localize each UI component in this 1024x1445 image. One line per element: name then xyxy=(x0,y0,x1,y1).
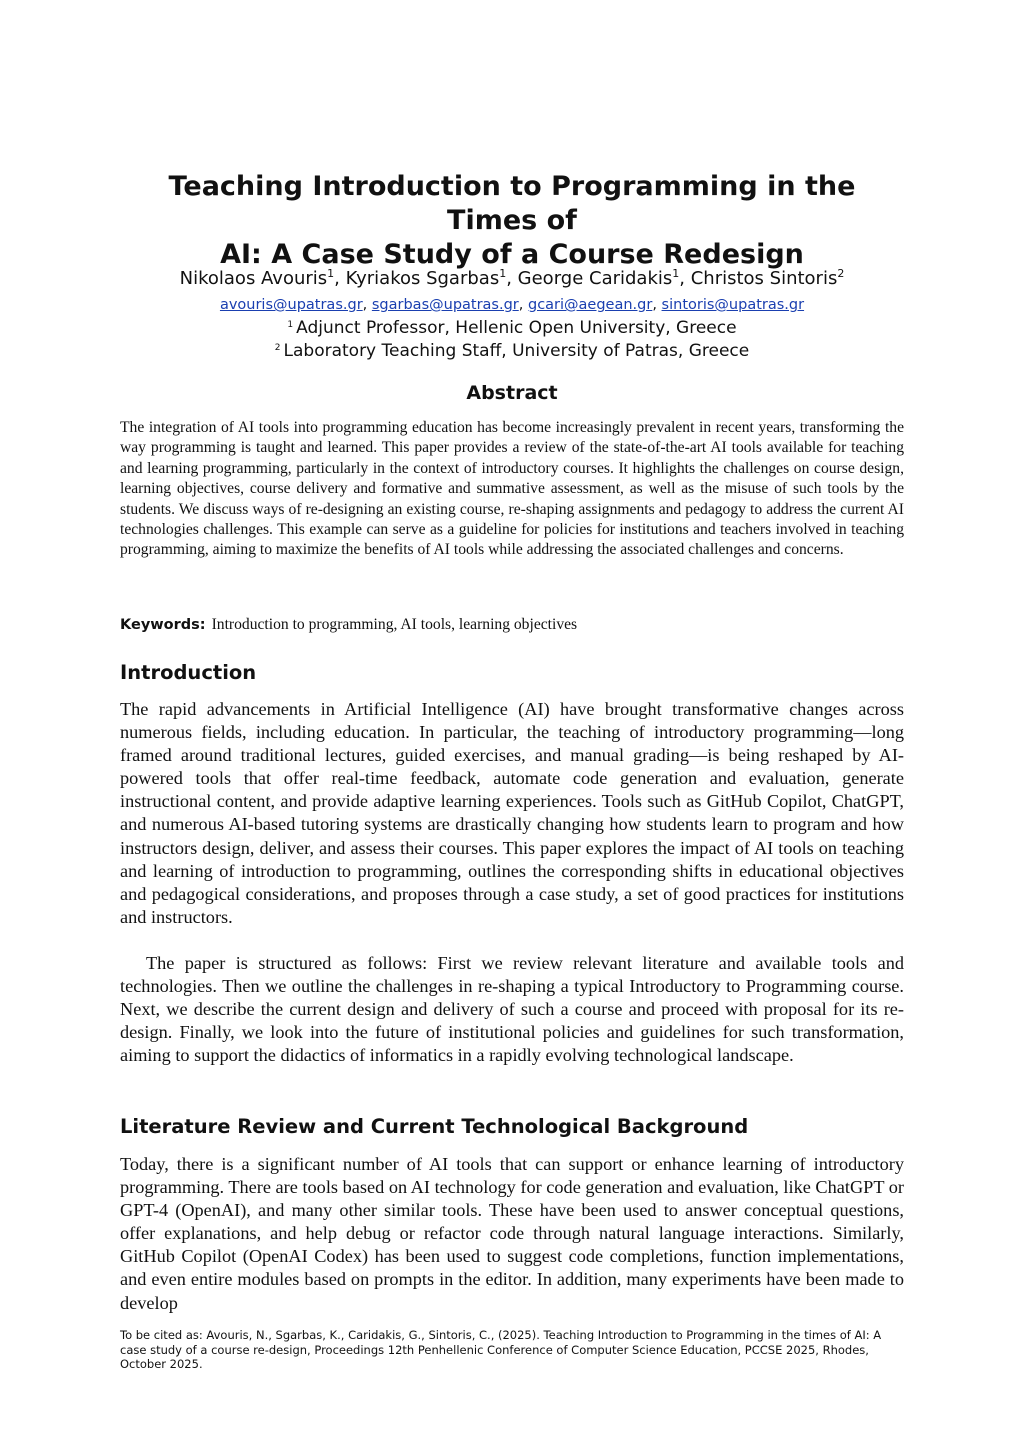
affiliation-number: 2 xyxy=(274,343,281,353)
literature-review-heading: Literature Review and Current Technological Background xyxy=(120,1115,749,1138)
email-link[interactable]: gcari@aegean.gr xyxy=(527,297,653,313)
keywords xyxy=(120,614,904,636)
author-affiliation-mark: 1 xyxy=(672,267,680,280)
email-link[interactable]: avouris@upatras.gr xyxy=(219,297,363,313)
author-list xyxy=(120,262,904,291)
author-affiliation-mark: 1 xyxy=(327,267,335,280)
title-line-1: Teaching Introduction to Programming in the Times of xyxy=(168,171,856,236)
affiliation-text: Laboratory Teaching Staff, University of Patras, Greece xyxy=(283,341,750,361)
title-line-2: AI: A Case Study of a Course Redesign xyxy=(220,239,804,270)
author-emails xyxy=(120,295,904,315)
email-separator: , xyxy=(362,297,372,313)
citation-footnote: To be cited as: Avouris, N., Sgarbas, K., Caridakis, G., Sintoris, C., (2025). Teaching Introduction to Programming in the times of AI: A case study of a course re-design, Proceedings 12th Penhellenic Conference of Computer Science Education, PCCSE 2025, Rhodes, October 2025. xyxy=(120,1328,882,1371)
author-affiliation-mark: 1 xyxy=(499,267,507,280)
author-affiliation-mark: 2 xyxy=(837,267,845,280)
author-name: Kyriakos Sgarbas xyxy=(345,268,500,289)
keywords-label: Keywords: xyxy=(120,617,206,633)
author-separator: , xyxy=(334,268,346,289)
abstract-text: The integration of AI tools into programming education has become increasingly prevalent in recent years, transforming the way programming is taught and learned. This paper provides a review of the state-of-the-art AI tools available for teaching and learning programming, particularly in the context of introductory courses. It highlights the challenges on course design, learning objectives, course delivery and formative and summative assessment, as well as the misuse of such tools by the students. We discuss ways of re-designing an existing course, re-shaping assignments and pedagogy to address the current AI technologies challenges. This example can serve as a guideline for policies for institutions and teachers involved in teaching programming, aiming to maximize the benefits of AI tools while addressing the associated challenges and concerns. xyxy=(120,419,904,559)
introduction-heading: Introduction xyxy=(120,661,257,684)
keywords-text: Introduction to programming, AI tools, learning objectives xyxy=(211,616,578,633)
email-separator: , xyxy=(652,297,662,313)
affiliation-2 xyxy=(120,337,904,362)
introduction-paragraph-1: The rapid advancements in Artificial Intelligence (AI) have brought transformative changes across numerous fields, including education. In particular, the teaching of introductory programming—long framed around traditional lectures, guided exercises, and manual grading—is being reshaped by AI-powered tools that offer real-time feedback, automate code generation and evaluation, generate instructional content, and provide adaptive learning experiences. Tools such as GitHub Copilot, ChatGPT, and numerous AI-based tutoring systems are drastically changing how students learn to program and how instructors design, deliver, and assess their courses. This paper explores the impact of AI tools on teaching and learning of introduction to programming, outlines the corresponding shifts in educational objectives and pedagogical considerations, and proposes through a case study, a set of good practices for institutions and instructors. xyxy=(120,699,904,927)
author-name: Nikolaos Avouris xyxy=(179,268,328,289)
paper-title xyxy=(120,170,904,272)
affiliation-1 xyxy=(120,314,904,339)
email-link[interactable]: sintoris@upatras.gr xyxy=(661,297,805,313)
affiliation-number: 1 xyxy=(287,320,294,330)
author-name: Christos Sintoris xyxy=(690,268,838,289)
introduction-paragraph-2: The paper is structured as follows: First we review relevant literature and available tools and technologies. Then we outline the challenges in re-shaping a typical Introductory to Programming course. Next, we describe the current design and delivery of such a course and proceed with proposal for its re-design. Finally, we look into the future of institutional policies and guidelines for such transformation, aiming to support the didactics of informatics in a rapidly evolving technological landscape. xyxy=(120,953,904,1066)
author-separator: , xyxy=(679,268,691,289)
abstract-heading: Abstract xyxy=(466,382,558,404)
affiliation-text: Adjunct Professor, Hellenic Open University, Greece xyxy=(296,318,737,338)
literature-review-paragraph: Today, there is a significant number of AI tools that can support or enhance learning of introductory programming. There are tools based on AI technology for code generation and evaluation, like ChatGPT or GPT-4 (OpenAI), and many other similar tools. These have been used to answer conceptual questions, offer explanations, and help debug or refactor code through natural language interactions. Similarly, GitHub Copilot (OpenAI Codex) has been used to suggest code completions, function implementations, and even entire modules based on prompts in the editor. In addition, many experiments have been made to develop xyxy=(120,1154,904,1313)
email-separator: , xyxy=(518,297,528,313)
email-link[interactable]: sgarbas@upatras.gr xyxy=(371,297,519,313)
author-name: George Caridakis xyxy=(517,268,673,289)
author-separator: , xyxy=(506,268,518,289)
